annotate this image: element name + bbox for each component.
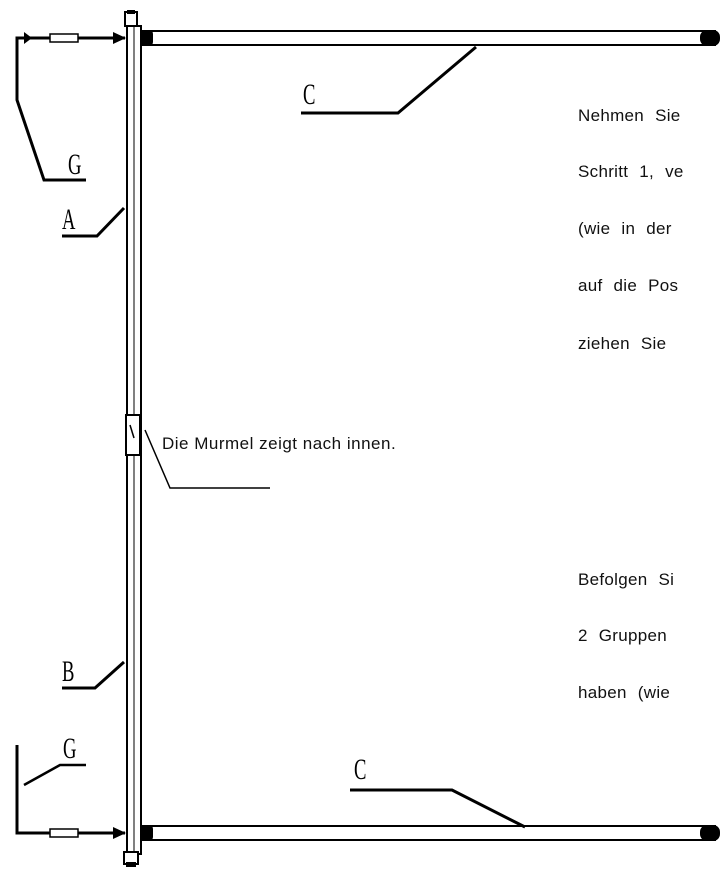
instruction-text xyxy=(578,0,723,873)
instruction-line: Befolgen Si xyxy=(578,570,675,589)
marble-note: Die Murmel zeigt nach innen. xyxy=(162,434,397,453)
label-b: B xyxy=(62,655,75,688)
instruction-line: ziehen Sie xyxy=(578,334,667,353)
instruction-line: Nehmen Sie xyxy=(578,106,681,125)
label-g-top: G xyxy=(68,148,82,181)
label-g-bottom: G xyxy=(63,732,77,765)
leader-c-top xyxy=(301,47,476,113)
label-a: A xyxy=(62,203,76,236)
instruction-line: (wie in der xyxy=(578,219,672,238)
instruction-line: auf die Pos xyxy=(578,276,679,295)
leader-c-bottom xyxy=(350,790,525,827)
vertical-pole xyxy=(124,10,141,867)
label-c-top: C xyxy=(303,78,316,111)
instruction-line: haben (wie xyxy=(578,683,671,702)
label-c-bottom: C xyxy=(354,753,367,786)
instruction-line: 2 Gruppen xyxy=(578,626,668,645)
instruction-line: Schritt 1, ve xyxy=(578,162,684,181)
